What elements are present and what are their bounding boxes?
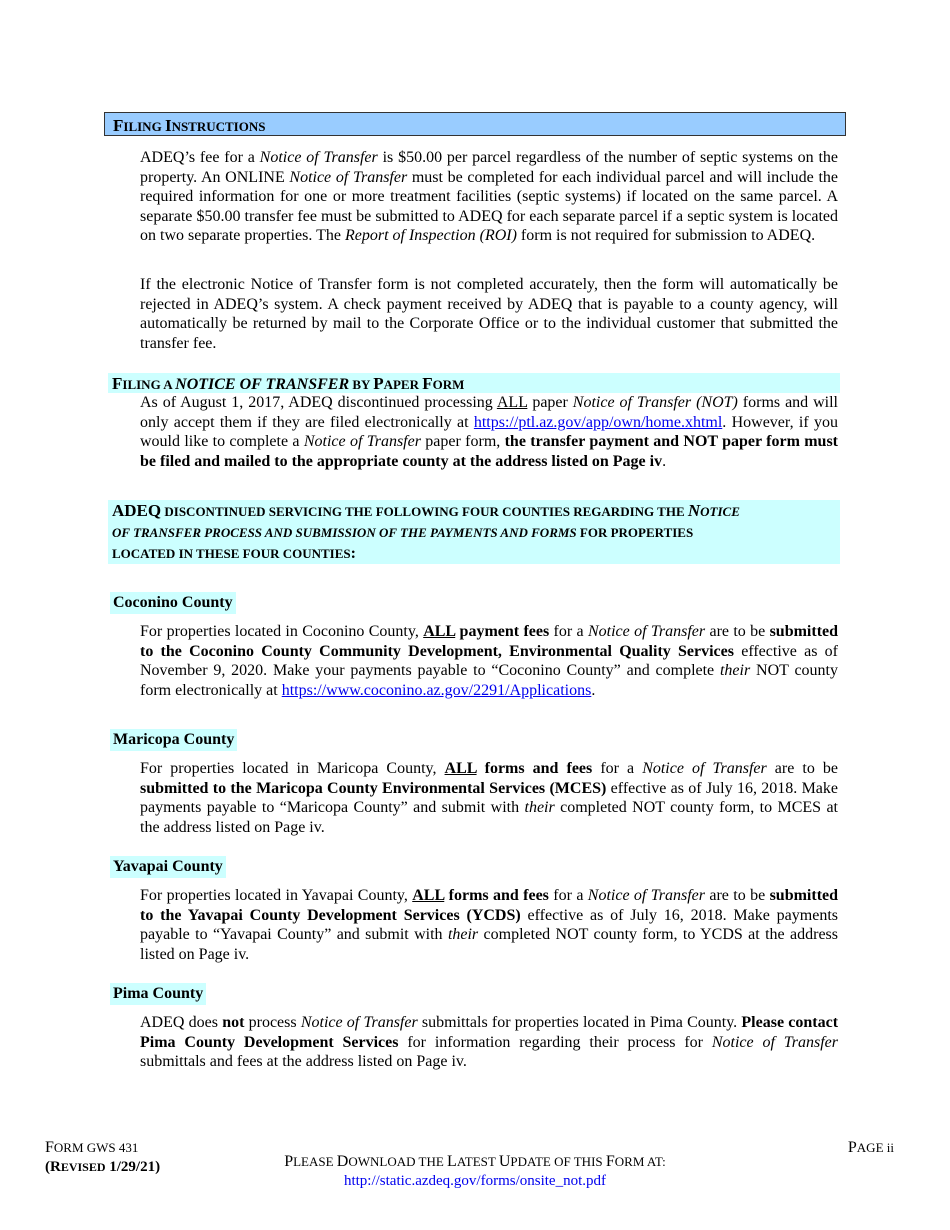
pima-county-heading: Pima County xyxy=(110,983,206,1005)
pima-county-paragraph: ADEQ does not process Notice of Transfer submittals for properties located in Pima County. Please contact Pima County Development Services for information regarding their process for Notice of Transfer submittals and fees at the address listed on Page iv. xyxy=(140,1014,839,1071)
maricopa-county-heading: Maricopa County xyxy=(110,729,237,751)
maricopa-county-paragraph: For properties located in Maricopa County, ALL forms and fees for a Notice of Transfer are to be submitted to the Maricopa County Environmental Services (MCES) effective as of July 16, 2018. Make payments payable to “Maricopa County” and submit with their completed NOT county form, to MCES at the address listed on Page iv. xyxy=(140,760,839,836)
page-number: PAGE ii xyxy=(847,1139,894,1156)
intro-paragraph-rejection: If the electronic Notice of Transfer form is not completed accurately, then the form will automatically be rejected in ADEQ’s system. A check payment received by ADEQ that is payable to a county agency, will automatically be returned by mail to the Corporate Office or to the individual customer that submitted the transfer fee. xyxy=(140,276,838,352)
paper-form-paragraph: As of August 1, 2017, ADEQ discontinued processing ALL paper Notice of Transfer (NOT) forms and will only accept them if they are filed electronically at https://ptl.az.gov/app/own/home.xhtml. However, if you would like to complete a Notice of Transfer paper form, the transfer payment and NOT paper form must be filed and mailed to the appropriate county at the address listed on Page iv. xyxy=(140,394,839,470)
coconino-applications-link[interactable]: https://www.coconino.az.gov/2291/Applications xyxy=(281,681,592,699)
latest-form-link[interactable]: http://static.azdeq.gov/forms/onsite_not.pdf xyxy=(343,1173,607,1189)
discontinued-counties-heading: ADEQ DISCONTINUED SERVICING THE FOLLOWING FOUR COUNTIES REGARDING THE NOTICE OF TRANSFER PROCESS AND SUBMISSION OF THE PAYMENTS AND FORMS FOR PROPERTIES LOCATED IN THESE FOUR COUNTIES: xyxy=(108,500,840,564)
intro-paragraph-fee: ADEQ’s fee for a Notice of Transfer is $50.00 per parcel regardless of the number of septic systems on the property. An ONLINE Notice of Transfer must be completed for each individual parcel and will include the required information for one or more treatment facilities (septic systems) if located on the same parcel. A separate $50.00 transfer fee must be submitted to ADEQ for each separate parcel if a septic system is located on two separate properties. The Report of Inspection (ROI) form is not required for submission to ADEQ. xyxy=(140,149,839,245)
yavapai-county-heading: Yavapai County xyxy=(110,856,226,878)
filing-instructions-heading: FILING INSTRUCTIONS xyxy=(104,112,846,136)
ptl-portal-link[interactable]: https://ptl.az.gov/app/own/home.xhtml xyxy=(473,413,723,431)
paper-form-heading: FILING A NOTICE OF TRANSFER BY PAPER FORM xyxy=(108,373,840,393)
yavapai-county-paragraph: For properties located in Yavapai County, ALL forms and fees for a Notice of Transfer are to be submitted to the Yavapai County Development Services (YCDS) effective as of July 16, 2018. Make payments payable to “Yavapai County” and submit with their completed NOT county form, to YCDS at the address listed on Page iv. xyxy=(140,887,839,963)
form-number: FORM GWS 431 (REVISED 1/29/21) xyxy=(45,1139,161,1175)
revision-date: (REVISED 1/29/21) xyxy=(45,1159,161,1175)
coconino-county-heading: Coconino County xyxy=(110,592,236,614)
coconino-county-paragraph: For properties located in Coconino County, ALL payment fees for a Notice of Transfer are to be submitted to the Coconino County Community Development, Environmental Quality Services effective as of November 9, 2020. Make your payments payable to “Coconino County” and complete their NOT county form electronically at https://www.coconino.az.gov/2291/Applications. xyxy=(140,623,839,699)
download-notice: PLEASE DOWNLOAD THE LATEST UPDATE OF THIS FORM AT: http://static.azdeq.gov/forms/onsite_not.pdf xyxy=(284,1153,666,1189)
